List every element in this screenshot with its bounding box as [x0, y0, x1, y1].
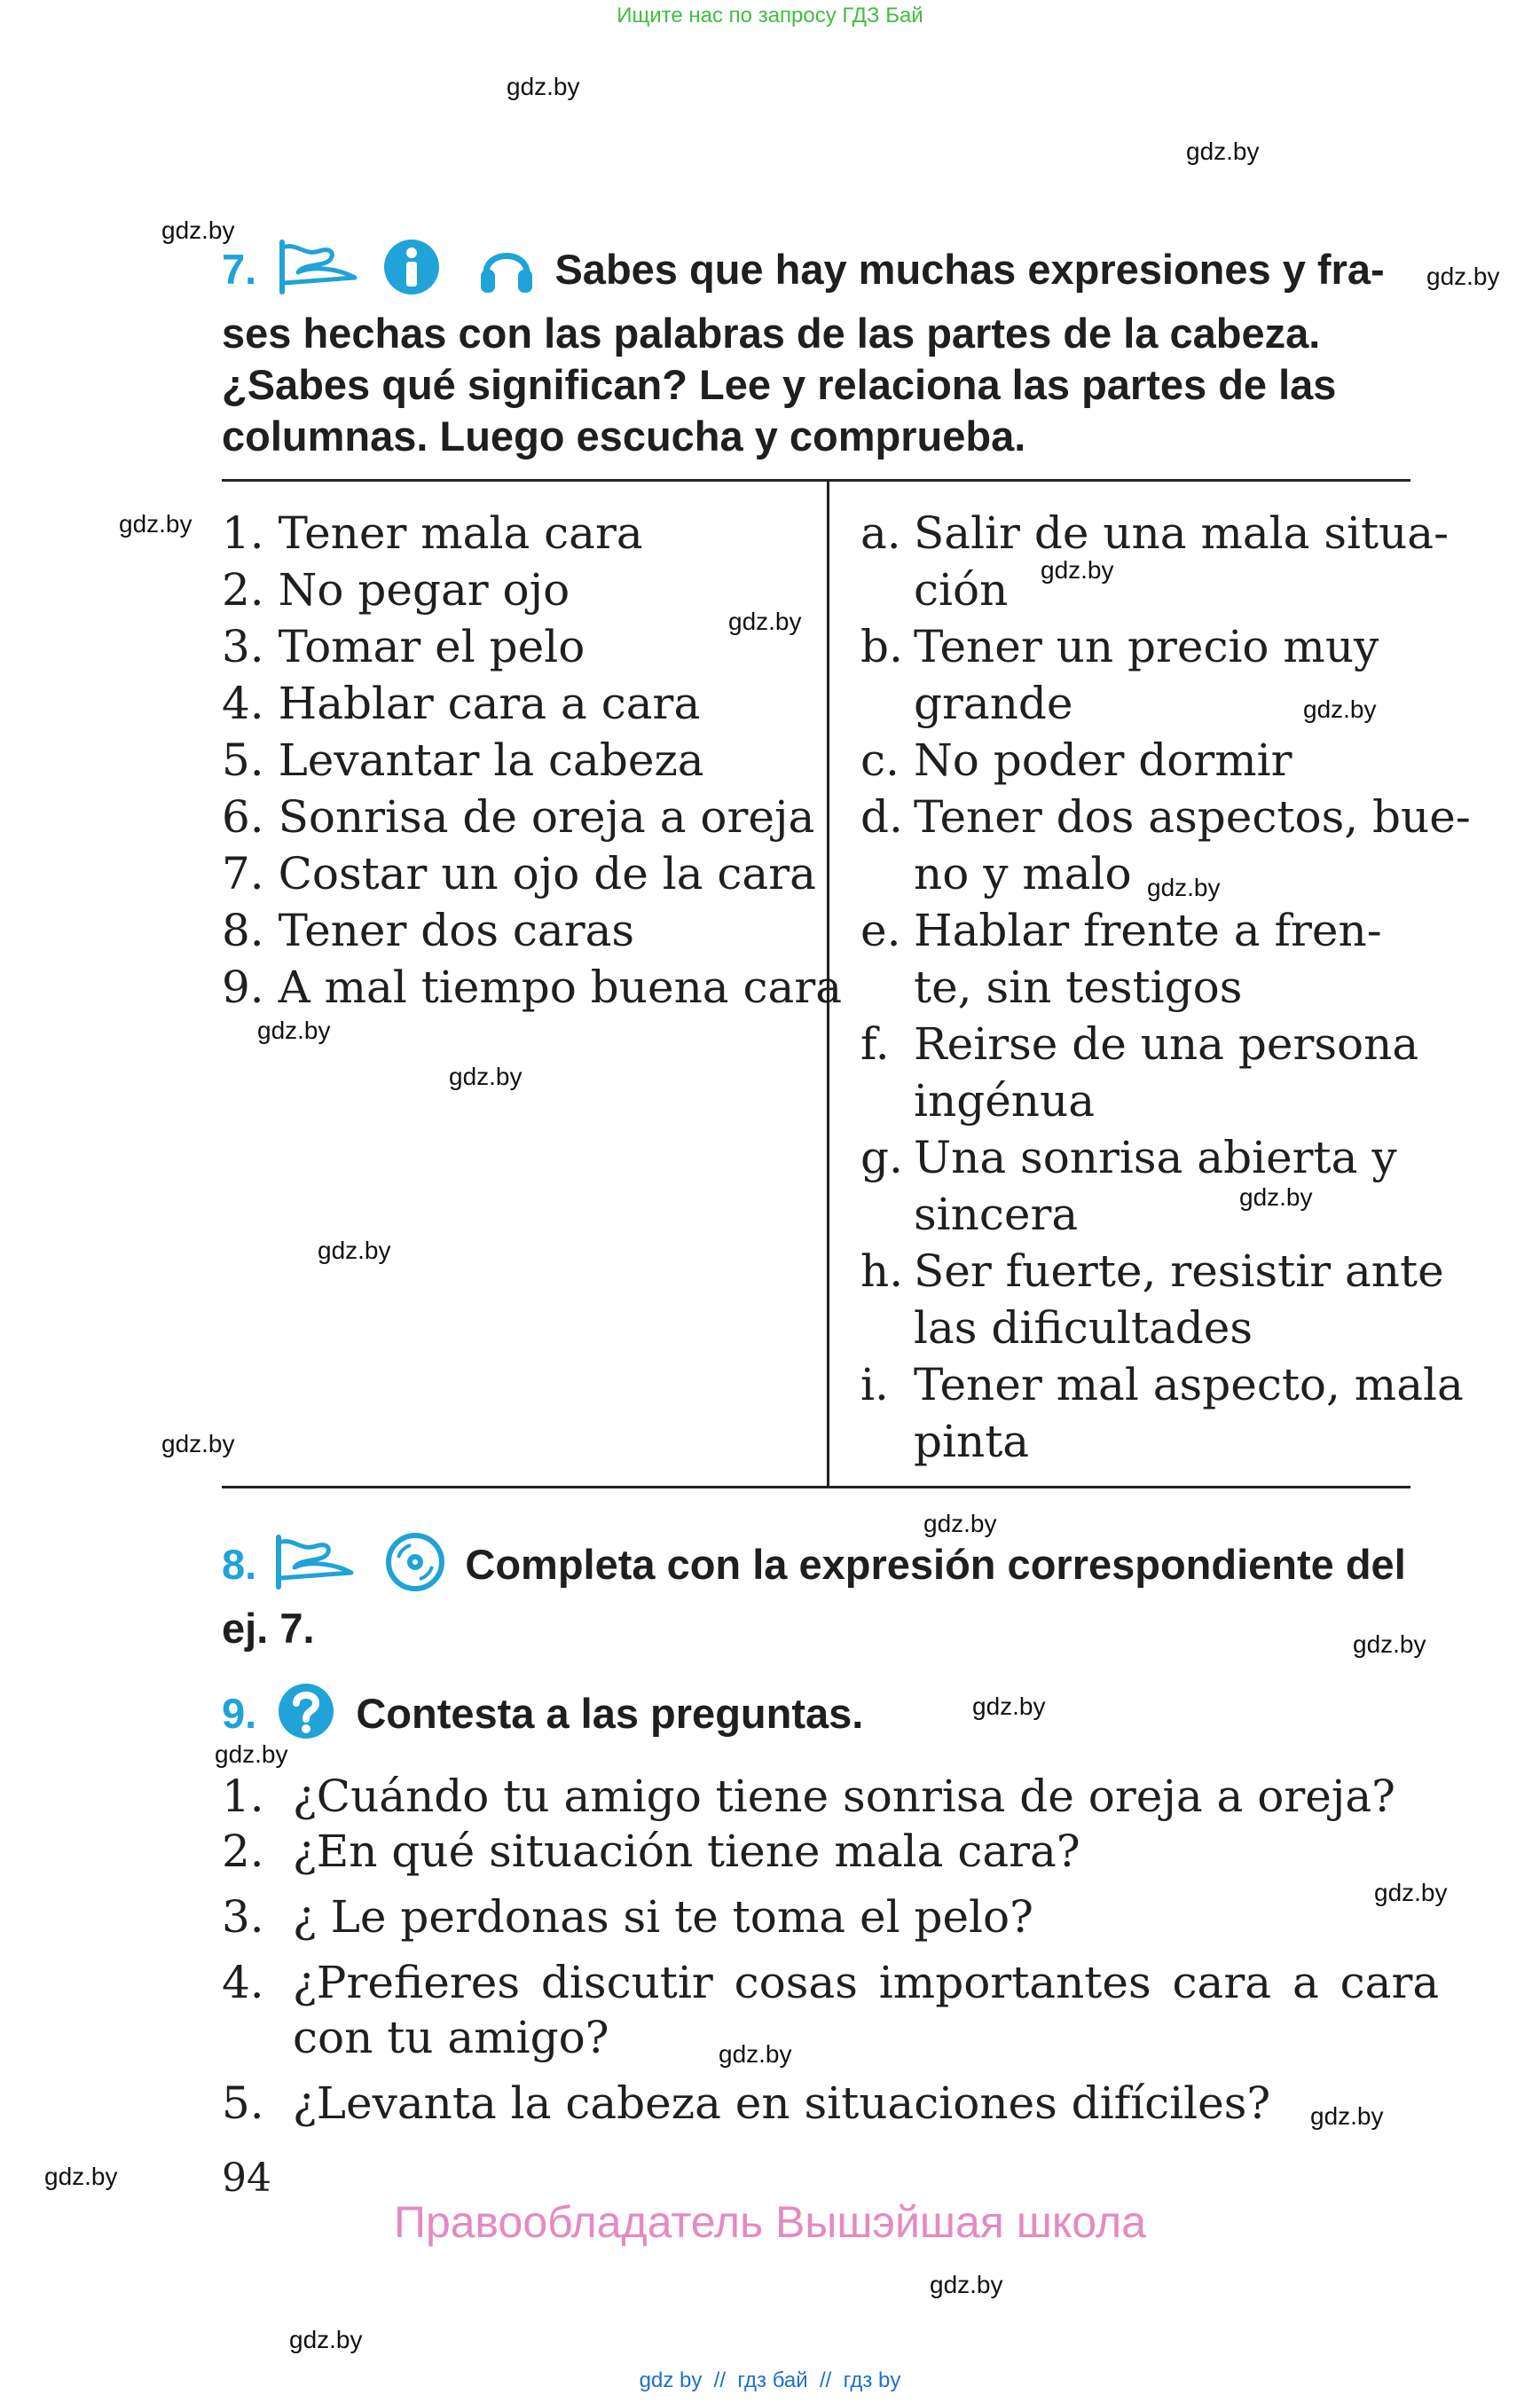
list-item: ción	[914, 564, 1009, 616]
list-item: Ser fuerte, resistir ante	[914, 1245, 1444, 1297]
watermark: gdz.by	[44, 2163, 118, 2190]
list-item: Tener dos aspectos, bue-	[914, 791, 1471, 843]
exercise-7-title-line-2: ses hechas con las palabras de las partes de la cabeza.	[222, 310, 1321, 357]
list-item: Reirse de una persona	[914, 1018, 1419, 1070]
exercise-9-title	[222, 1682, 1410, 1752]
bottom-banner: gdz by // гдз бай // гдз by	[639, 2368, 901, 2392]
exercise-7-title-line-4: columnas. Luego escucha y comprueba.	[222, 412, 1026, 459]
watermark: gdz.by	[215, 1740, 288, 1768]
watermark: gdz.by	[1310, 2102, 1384, 2130]
top-banner: Ищите нас по запросу ГДЗ Бай	[617, 4, 923, 27]
exercise-7-title-line-3: ¿Sabes qué significan? Lee y relaciona las partes de las	[222, 361, 1337, 408]
question-text: ¿ Le perdonas si te toma el pelo?	[293, 1891, 1033, 1943]
list-item: Tener mal aspecto, mala	[914, 1359, 1464, 1410]
list-item: 5. Levantar la cabeza	[222, 734, 704, 786]
list-item-letter: a.	[860, 507, 901, 559]
watermark: gdz.by	[318, 1237, 391, 1264]
list-item: Hablar frente a fren-	[914, 905, 1382, 956]
watermark: gdz.by	[161, 1430, 235, 1457]
list-item: 3. Tomar el pelo	[222, 621, 585, 672]
watermark: gdz.by	[923, 1510, 997, 1537]
list-item: Tener un precio muy	[914, 621, 1379, 672]
watermark: gdz.by	[257, 1017, 331, 1044]
list-item: 4. Hablar cara a cara	[222, 678, 701, 729]
headphones-icon	[477, 238, 536, 308]
watermark: gdz.by	[1374, 1879, 1448, 1906]
exercise-number: 8.	[222, 1540, 257, 1588]
list-item-letter: f.	[860, 1018, 890, 1070]
question-number: 2.	[222, 1826, 264, 1877]
watermark: gdz.by	[507, 73, 580, 100]
watermark: gdz.by	[930, 2271, 1003, 2298]
table-top-rule	[222, 479, 1410, 482]
list-item-letter: b.	[860, 621, 903, 672]
list-item-letter: i.	[860, 1359, 889, 1410]
list-item: No poder dormir	[914, 734, 1292, 786]
list-item-letter: e.	[860, 905, 901, 956]
question-icon	[277, 1682, 335, 1752]
watermark: gdz.by	[1353, 1630, 1426, 1658]
list-item: 2. No pegar ojo	[222, 564, 570, 616]
list-item-letter: g.	[860, 1132, 903, 1183]
watermark: gdz.by	[1147, 874, 1221, 901]
exercise-9-title-text: Contesta a las preguntas.	[356, 1689, 864, 1737]
watermark: gdz.by	[1041, 556, 1114, 584]
list-item: Salir de una mala situa-	[914, 507, 1450, 559]
list-item-letter: d.	[860, 791, 903, 843]
page-number: 94	[222, 2156, 271, 2201]
exercise-8	[222, 1533, 1410, 1654]
watermark: gdz.by	[161, 216, 235, 244]
list-item: no y malo	[914, 848, 1132, 899]
list-item-letter: h.	[860, 1245, 904, 1297]
question-number: 1.	[222, 1771, 264, 1822]
exercise-8-title-text: Completa con la expresión correspondiente del	[465, 1540, 1406, 1588]
list-item: sincera	[914, 1189, 1079, 1240]
watermark: gdz.by	[119, 510, 192, 538]
list-item: Una sonrisa abierta y	[914, 1132, 1397, 1183]
cd-icon	[386, 1533, 444, 1603]
table-bottom-rule	[222, 1486, 1410, 1488]
info-icon	[382, 238, 441, 308]
question-text: ¿En qué situación tiene mala cara?	[293, 1826, 1080, 1877]
list-item: ingénua	[914, 1075, 1096, 1127]
exercise-number: 7.	[222, 245, 257, 293]
watermark: gdz.by	[449, 1063, 522, 1090]
list-item: 6. Sonrisa de oreja a oreja	[222, 791, 815, 843]
list-item: 7. Costar un ojo de la cara	[222, 848, 816, 899]
exercise-8-title-line-2: ej. 7.	[222, 1605, 315, 1652]
pennant-icon	[273, 1534, 355, 1602]
question-number: 4.	[222, 1957, 264, 2008]
watermark: gdz.by	[1186, 137, 1260, 165]
question-text: ¿Prefieres discutir cosas importantes cara a cara	[293, 1957, 1440, 2008]
list-item: 1. Tener mala cara	[222, 507, 643, 559]
watermark: gdz.by	[728, 608, 802, 635]
right-column	[860, 507, 1471, 1483]
question-text: con tu amigo?	[293, 2012, 609, 2063]
watermark: gdz.by	[719, 2040, 792, 2068]
watermark: gdz.by	[972, 1692, 1046, 1720]
exercise-7-title-line-1	[222, 238, 1410, 308]
exercise-7-title-text: Sabes que hay muchas expresiones y fra-	[554, 245, 1385, 293]
list-item: las dificultades	[914, 1302, 1253, 1354]
question-text: ¿Cuándo tu amigo tiene sonrisa de oreja a oreja?	[293, 1771, 1395, 1822]
watermark: gdz.by	[289, 2326, 363, 2353]
left-column	[222, 507, 843, 1040]
exercise-9	[222, 1682, 1410, 1752]
watermark: gdz.by	[1239, 1183, 1313, 1211]
exercise-number: 9.	[222, 1689, 257, 1737]
copyright-holder: Правообладатель Вышэйшая школа	[394, 2197, 1146, 2247]
watermark: gdz.by	[1303, 695, 1377, 723]
list-item-letter: c.	[860, 734, 900, 786]
list-item: te, sin testigos	[914, 962, 1243, 1013]
list-item: pinta	[914, 1416, 1030, 1467]
pennant-icon	[277, 239, 358, 307]
watermark: gdz.by	[1426, 263, 1500, 290]
question-text: ¿Levanta la cabeza en situaciones difíciles?	[293, 2077, 1271, 2129]
list-item: grande	[914, 678, 1073, 729]
question-number: 5.	[222, 2077, 264, 2129]
list-item: 8. Tener dos caras	[222, 905, 635, 956]
exercise-8-title-line-1	[222, 1533, 1410, 1603]
list-item: 9. A mal tiempo buena cara	[222, 962, 843, 1013]
exercise-7	[222, 238, 1410, 462]
question-number: 3.	[222, 1891, 264, 1943]
